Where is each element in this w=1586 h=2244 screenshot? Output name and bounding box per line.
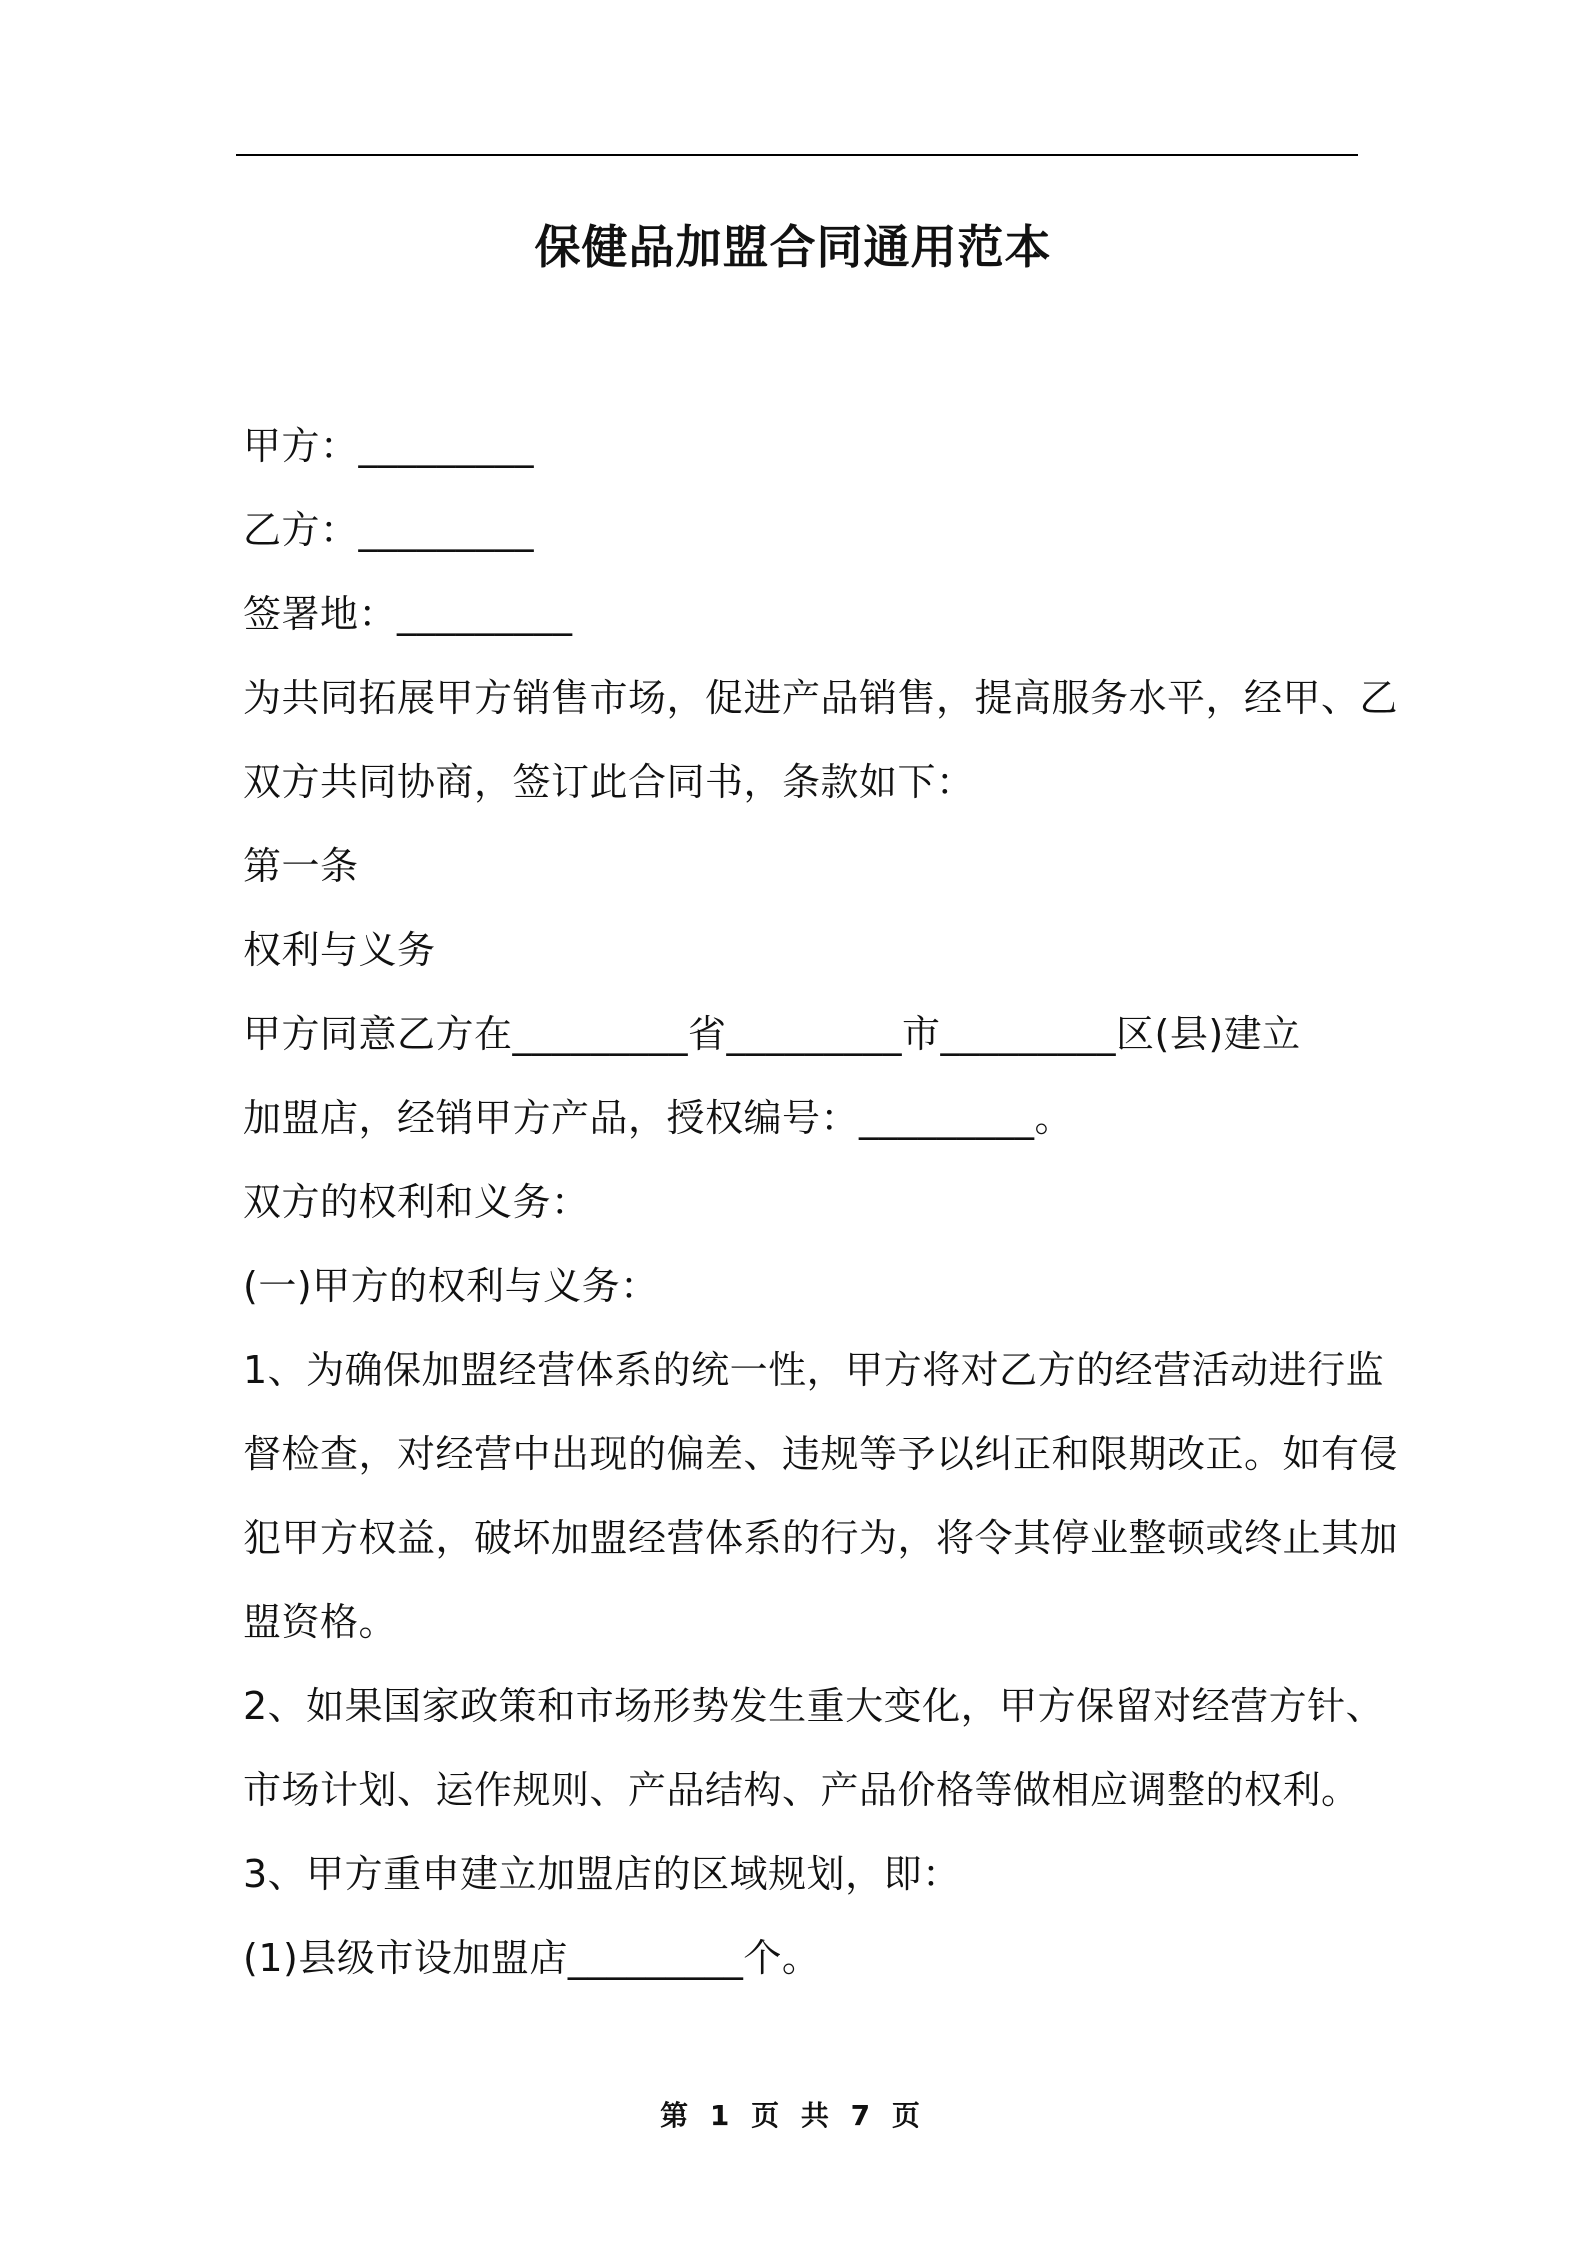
paragraph-line: 双方的权利和义务： [243, 1180, 590, 1224]
paragraph-line: 甲方同意乙方在_________省_________市_________区(县)建立 [243, 1012, 1301, 1056]
paragraph-line: 盟资格。 [243, 1600, 398, 1644]
section-heading: (一)甲方的权利与义务： [243, 1264, 659, 1308]
paragraph-line: 犯甲方权益，破坏加盟经营体系的行为，将令其停业整顿或终止其加 [243, 1516, 1399, 1560]
signing-place-line: 签署地：_________ [243, 592, 573, 636]
page-number-footer: 第 1 页 共 7 页 [660, 2099, 926, 2132]
party-b-line: 乙方：_________ [243, 508, 535, 552]
document-title: 保健品加盟合同通用范本 [534, 220, 1052, 274]
paragraph-line: 1、为确保加盟经营体系的统一性，甲方将对乙方的经营活动进行监 [243, 1348, 1385, 1392]
party-a-line: 甲方：_________ [243, 424, 535, 468]
article-subheading: 权利与义务 [243, 928, 436, 972]
preamble-line-2: 双方共同协商，签订此合同书，条款如下： [243, 760, 975, 804]
paragraph-line: 3、甲方重申建立加盟店的区域规划，即： [243, 1852, 961, 1896]
document-body [243, 404, 1399, 2000]
paragraph-line: 加盟店，经销甲方产品，授权编号：_________。 [243, 1096, 1074, 1140]
paragraph-line: 督检查，对经营中出现的偏差、违规等予以纠正和限期改正。如有侵 [243, 1432, 1399, 1476]
preamble-line-1: 为共同拓展甲方销售市场，促进产品销售，提高服务水平，经甲、乙 [243, 676, 1399, 720]
article-heading: 第一条 [243, 844, 359, 888]
paragraph-line: (1)县级市设加盟店_________个。 [243, 1936, 821, 1980]
paragraph-line: 市场计划、运作规则、产品结构、产品价格等做相应调整的权利。 [243, 1768, 1360, 1812]
header-rule [236, 154, 1358, 156]
paragraph-line: 2、如果国家政策和市场形势发生重大变化，甲方保留对经营方针、 [243, 1684, 1385, 1728]
